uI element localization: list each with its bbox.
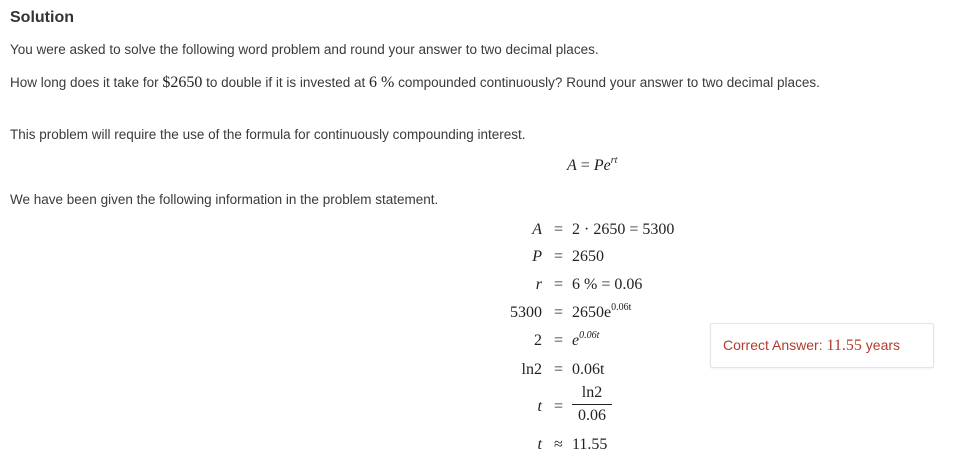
step-lhs: t	[537, 436, 542, 453]
step-rhs: 6 % = 0.06	[572, 276, 643, 293]
formula-eq: =	[580, 157, 590, 174]
step-relation: =	[554, 221, 564, 238]
intro-text: You were asked to solve the following word problem and round your answer to two decimal places.	[10, 42, 599, 57]
solution-heading: Solution	[10, 9, 74, 26]
problem-part-1: How long does it take for	[10, 75, 159, 90]
formula-intro-text: This problem will require the use of the formula for continuously compounding interest.	[10, 127, 526, 142]
formula-base: Pe	[593, 157, 611, 174]
correct-answer-unit: years	[865, 337, 901, 353]
step-relation: =	[554, 332, 564, 349]
step-relation: ≈	[554, 436, 563, 453]
step-lhs: 5300	[510, 304, 542, 321]
problem-rate: 6 %	[368, 74, 395, 91]
formula-exponent: rt	[610, 155, 618, 166]
problem-amount: $2650	[162, 74, 203, 91]
correct-answer-box	[710, 323, 934, 368]
step-rhs: 2650	[572, 248, 604, 265]
step-relation: =	[554, 304, 564, 321]
step-rhs-base: e	[572, 332, 580, 349]
correct-answer-label: Correct Answer:	[723, 337, 823, 353]
problem-part-2: to double if it is invested at	[206, 75, 366, 90]
step-relation: =	[554, 248, 564, 265]
step-rhs: 0.06t	[572, 361, 605, 378]
step-relation: =	[554, 398, 564, 415]
fraction-denominator: 0.06	[578, 407, 606, 424]
formula-lhs: A	[567, 157, 577, 174]
problem-statement	[10, 74, 820, 92]
step-relation: =	[554, 276, 564, 293]
step-rhs-exponent: 0.06t	[611, 302, 632, 313]
step-rhs-base: 2650e	[572, 304, 612, 321]
step-lhs: ln2	[521, 361, 542, 378]
step-rhs: 2 · 2650 = 5300	[572, 221, 675, 238]
fraction	[572, 384, 612, 425]
step-rhs: 11.55	[572, 436, 608, 453]
step-rhs-exponent: 0.06t	[579, 330, 600, 341]
formula	[567, 157, 617, 175]
correct-answer-value: 11.55	[826, 337, 862, 354]
given-intro-text: We have been given the following information in the problem statement.	[10, 192, 439, 207]
fraction-numerator: ln2	[581, 384, 603, 401]
step-lhs: 2	[534, 332, 542, 349]
step-lhs: A	[532, 221, 542, 238]
correct-answer	[723, 337, 900, 355]
step-lhs: P	[532, 248, 542, 265]
step-lhs: r	[535, 276, 542, 293]
problem-part-3: compounded continuously? Round your answer to two decimal places.	[398, 75, 820, 90]
step-lhs: t	[537, 398, 542, 415]
fraction-bar	[572, 404, 612, 405]
step-relation: =	[554, 361, 564, 378]
